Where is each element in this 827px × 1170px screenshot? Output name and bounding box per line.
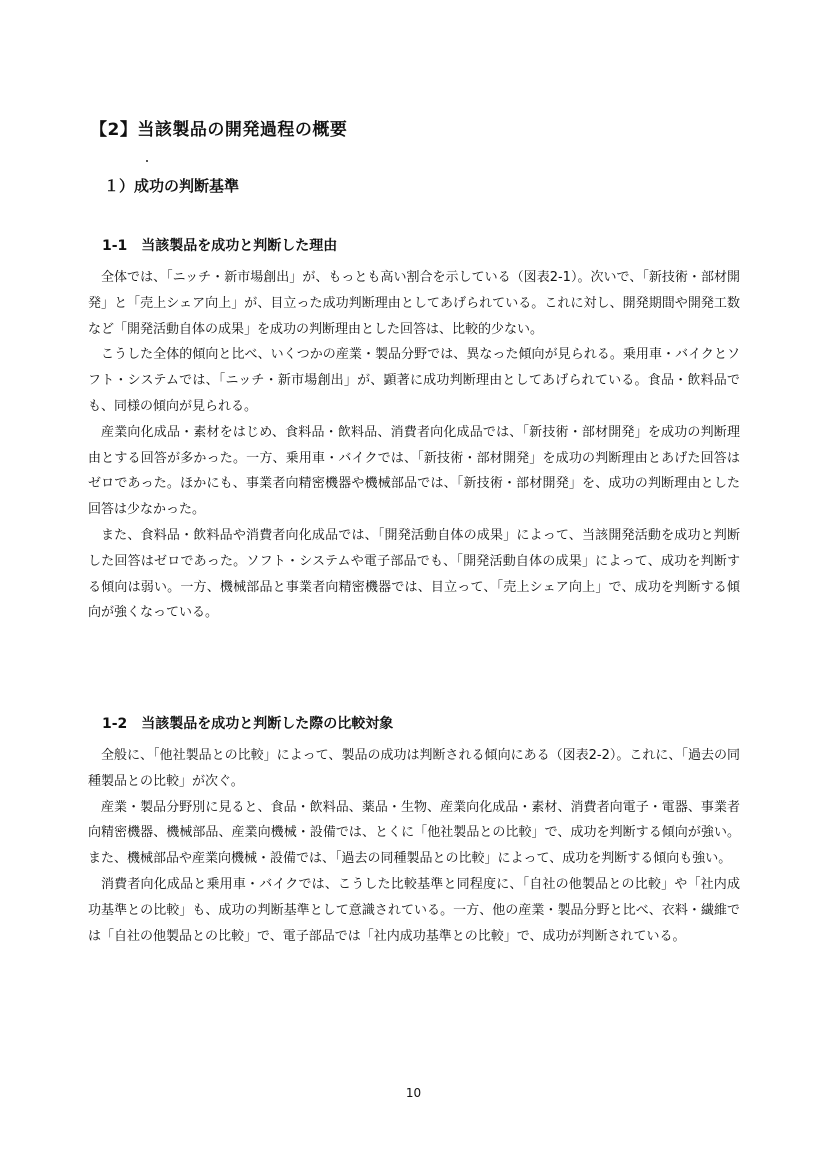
paragraph: こうした全体的傾向と比べ、いくつかの産業・製品分野では、異なった傾向が見られる。乗用車・バイクとソフト・システムでは、「ニッチ・新市場創出」が、顕著に成功判断理由としてあげられている。食品・飲料品でも、同様の傾向が見られる。 — [88, 347, 740, 414]
paragraph: 全般に、「他社製品との比較」によって、製品の成功は判断される傾向にある（図表2-2）。これに、「過去の同種製品との比較」が次ぐ。 — [88, 748, 740, 789]
subsection-title: １）成功の判断基準 — [104, 177, 240, 195]
paragraph: 産業向化成品・素材をはじめ、食料品・飲料品、消費者向化成品では、「新技術・部材開発」を成功の判断理由とする回答が多かった。一方、乗用車・バイクでは、「新技術・部材開発」を成功の判断理由とあげた回答はゼロであった。ほかにも、事業者向精密機器や機械部品では、「新技術・部材開発」を、成功の判断理由とした回答は少なかった。 — [88, 424, 740, 518]
paragraph: 全体では、「ニッチ・新市場創出」が、もっとも高い割合を示している（図表2-1）。次いで、「新技術・部材開発」と「売上シェア向上」が、目立った成功判断理由としてあげられている。これに対し、開発期間や開発工数など「開発活動自体の成果」を成功の判断理由とした回答は、比較的少ない。 — [88, 270, 740, 337]
stray-dot — [146, 160, 148, 162]
paragraph: 消費者向化成品と乗用車・バイクでは、こうした比較基準と同程度に、「自社の他製品との比較」や「社内成功基準との比較」も、成功の判断基準として意識されている。一方、他の産業・製品分野と比べ、衣料・繊維では「自社の他製品との比較」で、電子部品では「社内成功基準との比較」で、成功が判断されている。 — [88, 876, 740, 944]
page-number: 10 — [405, 1086, 422, 1100]
paragraph: また、食料品・飲料品や消費者向化成品では、「開発活動自体の成果」によって、当該開発活動を成功と判断した回答はゼロであった。ソフト・システムや電子部品でも、「開発活動自体の成果」によって、成功を判断する傾向は弱い。一方、機械部品と事業者向精密機器では、目立って、「売上シェア向上」で、成功を判断する傾向が強くなっている。 — [88, 527, 740, 621]
section-1-1 — [88, 236, 740, 626]
section-heading: 1-1 当該製品を成功と判断した理由 — [102, 238, 338, 254]
section-1-2 — [88, 714, 740, 949]
paragraph: 産業・製品分野別に見ると、食品・飲料品、薬品・生物、産業向化成品・素材、消費者向電子・電器、事業者向精密機器、機械部品、産業向機械・設備では、とくに「他社製品との比較」で、成功を判断する傾向が強い。また、機械部品や産業向機械・設備では、「過去の同種製品との比較」によって、成功を判断する傾向も強い。 — [88, 799, 740, 867]
section-title: 【2】当該製品の開発過程の概要 — [90, 120, 348, 140]
section-heading: 1-2 当該製品を成功と判断した際の比較対象 — [102, 716, 394, 732]
